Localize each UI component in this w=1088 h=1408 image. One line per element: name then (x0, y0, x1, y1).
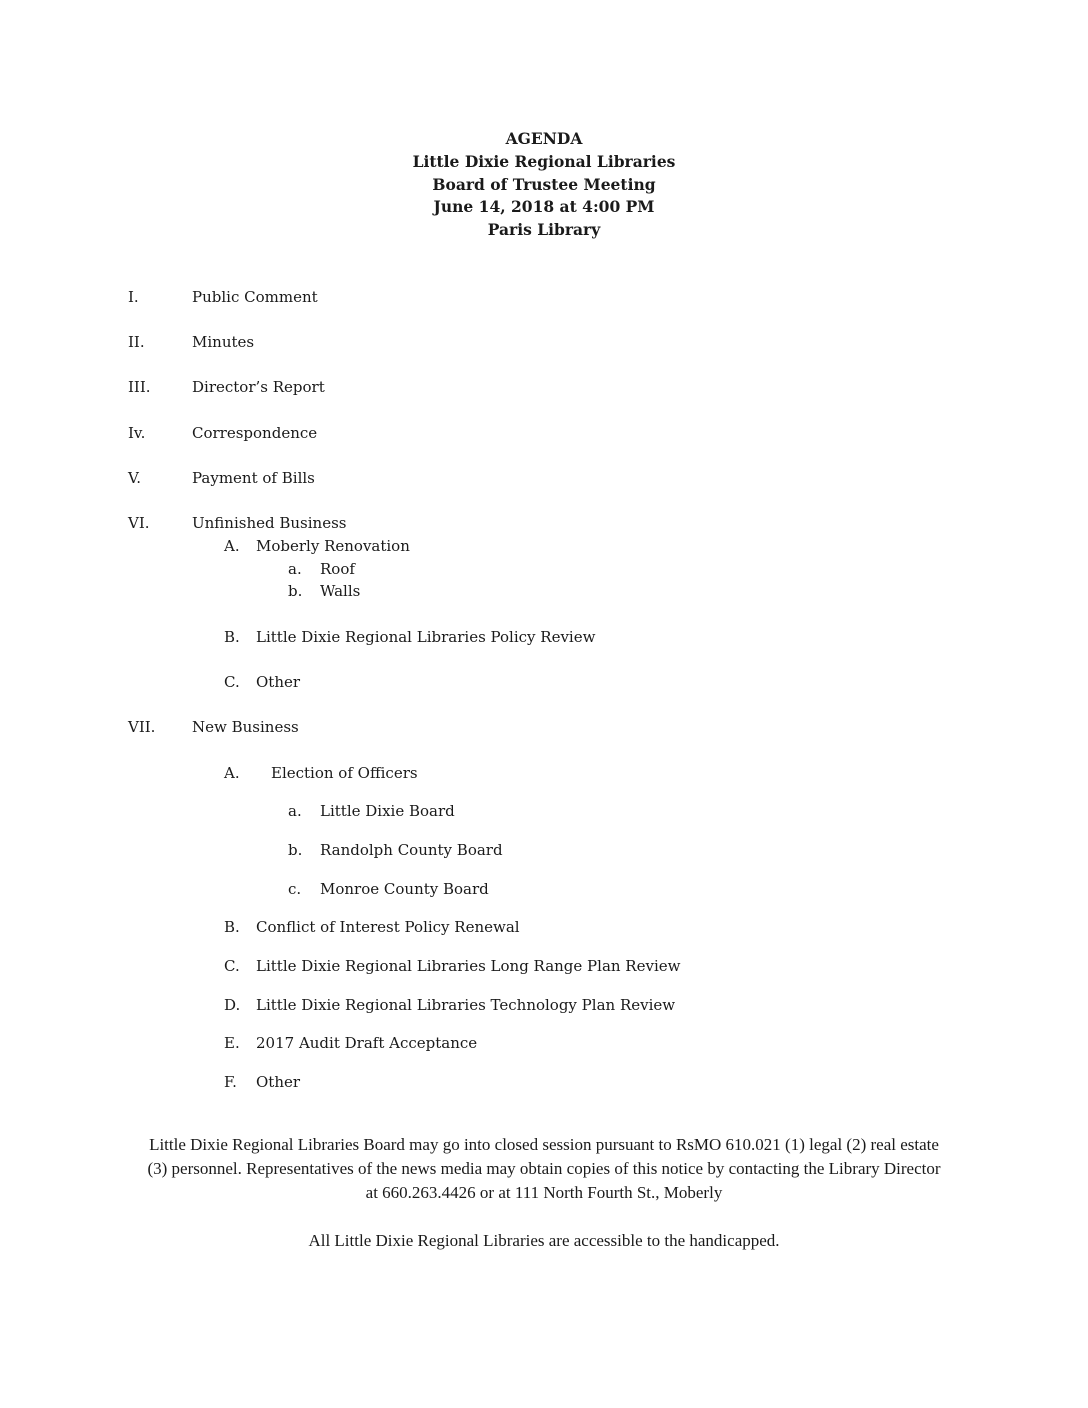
item-label: Public Comment (192, 288, 318, 306)
subitem-label: Other (256, 1073, 301, 1091)
subitem-label: 2017 Audit Draft Acceptance (256, 1034, 478, 1052)
subitem-label: Little Dixie Regional Libraries Technology Plan Review (256, 996, 676, 1014)
agenda-title: AGENDA (505, 129, 583, 148)
subitem-letter: A. (224, 764, 240, 782)
item-number: V. (128, 469, 141, 487)
subitem-label: Moberly Renovation (256, 537, 410, 555)
item-number: III. (128, 378, 151, 396)
accessibility-notice: All Little Dixie Regional Libraries are accessible to the handicapped. (308, 1231, 780, 1250)
subsubitem-label: Randolph County Board (320, 841, 503, 859)
subsubitem-letter: c. (288, 880, 302, 898)
subitem-letter: B. (224, 918, 240, 936)
subsubitem-letter: a. (288, 560, 302, 578)
subitem-label: Little Dixie Regional Libraries Long Range Plan Review (256, 957, 681, 975)
item-number: I. (128, 288, 139, 306)
meeting-name: Board of Trustee Meeting (432, 174, 656, 194)
subitem-letter: D. (224, 996, 241, 1014)
item-number: VII. (128, 718, 156, 736)
item-label: Director’s Report (192, 378, 325, 396)
subsubitem-letter: b. (288, 841, 303, 859)
subsubitem-label: Walls (320, 582, 361, 600)
subitem-letter: C. (224, 957, 240, 975)
subsubitem-letter: b. (288, 582, 303, 600)
item-label: Payment of Bills (192, 469, 315, 487)
subsubitem-label: Roof (320, 560, 355, 578)
subitem-letter: C. (224, 673, 240, 691)
item-label: New Business (192, 718, 299, 736)
subitem-letter: B. (224, 628, 240, 646)
subitem-label: Conflict of Interest Policy Renewal (256, 918, 520, 936)
meeting-date: June 14, 2018 at 4:00 PM (433, 197, 655, 217)
subsubitem-label: Monroe County Board (320, 880, 489, 898)
organization-name: Little Dixie Regional Libraries (412, 151, 676, 171)
notice-line: (3) personnel. Representatives of the news media may obtain copies of this notice by contacting the Library Director (147, 1159, 941, 1178)
subitem-label: Little Dixie Regional Libraries Policy Review (256, 628, 596, 646)
item-number: Iv. (128, 424, 146, 442)
subsubitem-label: Little Dixie Board (320, 802, 455, 820)
subsubitem-letter: a. (288, 802, 302, 820)
item-label: Minutes (192, 333, 255, 351)
subitem-label: Election of Officers (271, 764, 418, 782)
item-number: II. (128, 333, 145, 351)
closed-session-notice (120, 1133, 968, 1205)
agenda-header (0, 128, 1088, 242)
subitem-letter: E. (224, 1034, 240, 1052)
notice-line: Little Dixie Regional Libraries Board may go into closed session pursuant to RsMO 610.021 (1) legal (2) real estate (149, 1135, 939, 1154)
item-number: VI. (128, 514, 150, 532)
subitem-letter: A. (224, 537, 240, 555)
notice-line: at 660.263.4426 or at 111 North Fourth St., Moberly (365, 1183, 723, 1202)
item-label: Unfinished Business (192, 514, 347, 532)
subitem-letter: F. (224, 1073, 237, 1091)
item-label: Correspondence (192, 424, 318, 442)
subitem-label: Other (256, 673, 301, 691)
meeting-location: Paris Library (487, 220, 601, 240)
